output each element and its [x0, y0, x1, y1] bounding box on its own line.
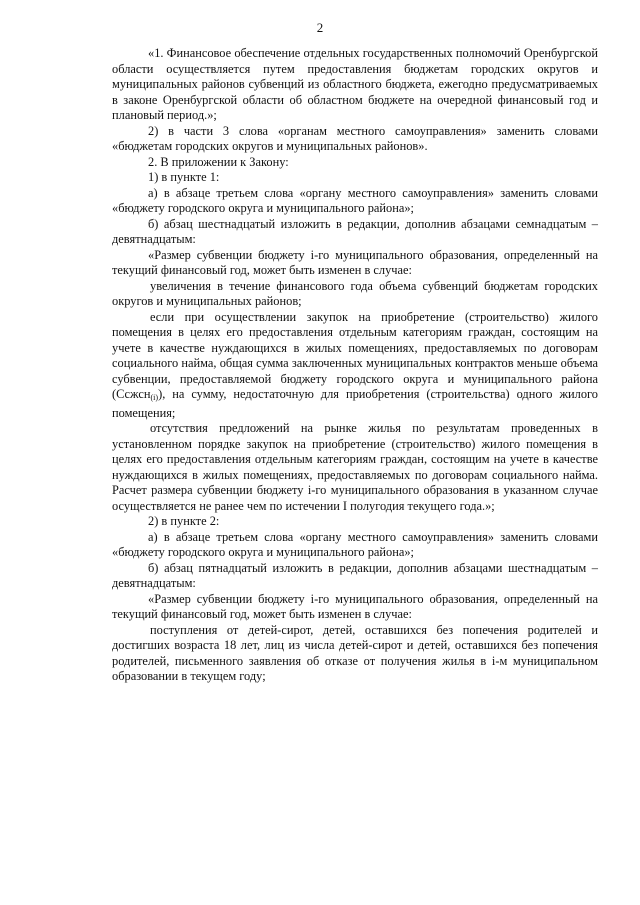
paragraph-8: увеличения в течение финансового года объема субвенций бюджетам городских округов и муниципальных районов; [112, 278, 598, 308]
paragraph-12: а) в абзаце третьем слова «органу местного самоуправления» заменить словами «бюджету городского округа и муниципального района»; [112, 529, 598, 559]
paragraph-4: 1) в пункте 1: [148, 170, 220, 184]
paragraph-2: 2) в части 3 слова «органам местного самоуправления» заменить словами «бюджетам городских округов и муниципальных районов». [112, 123, 598, 153]
paragraph-9-text: если при осуществлении закупок на приобретение (строительство) жилого помещения в целях его предоставления отдельным категориям граждан, состоящим на учете в качестве нуждающихся в жилых помещениях, предоставляемых по договорам социального найма, общая сумма заключенных муниципальных контрактов меньше объема субвенции, предоставляемой бюджету городского округа и муниципального района (Ссжсн [112, 309, 598, 401]
paragraph-6: б) абзац шестнадцатый изложить в редакции, дополнив абзацами семнадцатым – девятнадцатым: [112, 216, 598, 246]
paragraph-1: «1. Финансовое обеспечение отдельных государственных полномочий Оренбургской области осуществляется путем предоставления бюджетам городских округов и муниципальных районов субвенций из областного бюджета, ежегодно предусматриваемых в законе Оренбургской области об областном бюджете на очередной финансовый год и плановый период.»; [112, 46, 598, 122]
paragraph-9-subscript: (i) [150, 393, 159, 402]
page-number: 2 [316, 20, 324, 35]
paragraph-5: а) в абзаце третьем слова «органу местного самоуправления» заменить словами «бюджету городского округа и муниципального района»; [112, 185, 598, 215]
paragraph-13: б) абзац пятнадцатый изложить в редакции, дополнив абзацами шестнадцатым – девятнадцатым: [112, 560, 598, 590]
paragraph-3: 2. В приложении к Закону: [148, 154, 289, 169]
paragraph-7: «Размер субвенции бюджету i-го муниципального образования, определенный на текущий финансовый год, может быть изменен в случае: [112, 247, 598, 277]
paragraph-9-tail: ), на сумму, недостаточную для приобретения (строительства) одного жилого помещения; [112, 387, 598, 420]
paragraph-11: 2) в пункте 2: [148, 514, 220, 528]
paragraph-15: поступления от детей-сирот, детей, оставшихся без попечения родителей и достигших возраста 18 лет, лиц из числа детей-сирот и детей, оставшихся без попечения родителей, письменного заявления об отказе от получения жилья в i-м муниципальном образовании в текущем году; [112, 622, 598, 683]
document-body [112, 46, 598, 685]
paragraph-9 [112, 310, 598, 422]
paragraph-10: отсутствия предложений на рынке жилья по результатам проведенных в установленном порядке закупок на приобретение (строительство) жилого помещения в целях его предоставления отдельным категориям граждан, состоящим на учете в качестве нуждающихся в жилых помещениях, предоставляемых по договорам социального найма. Расчет размера субвенции бюджету i-го муниципального образования в указанном случае осуществляется не ранее чем по истечении I полугодия текущего года.»; [112, 421, 598, 513]
paragraph-14: «Размер субвенции бюджету i-го муниципального образования, определенный на текущий финансовый год, может быть изменен в случае: [112, 591, 598, 621]
